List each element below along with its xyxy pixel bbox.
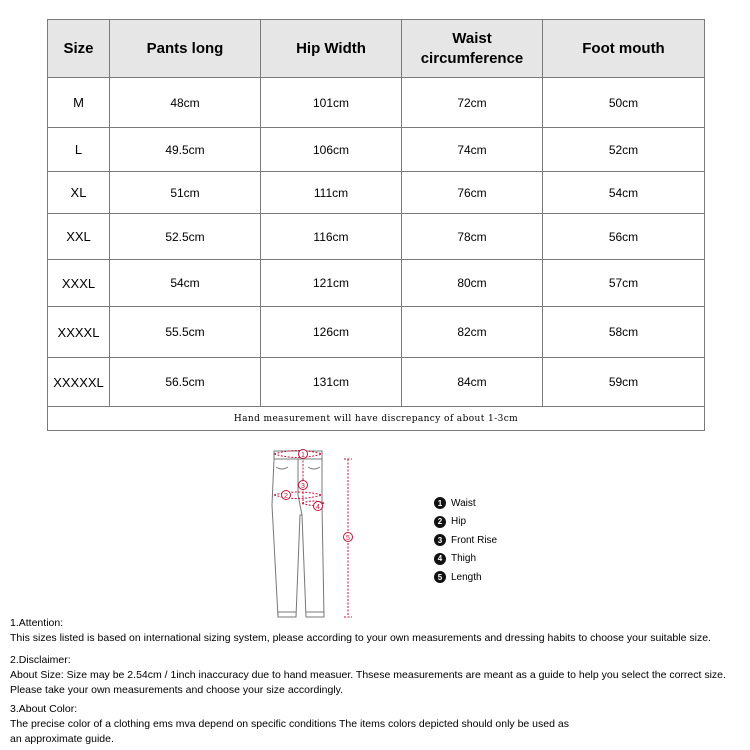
legend-item-thigh [434, 550, 497, 569]
measurement-note-row [48, 407, 705, 431]
pants-measurement-diagram [262, 445, 372, 623]
svg-text:3: 3 [301, 482, 305, 490]
waist-cell: 74cm [402, 128, 543, 172]
table-row [48, 214, 705, 260]
attention-note [10, 616, 750, 646]
table-row [48, 78, 705, 128]
hip-width-cell: 101cm [261, 78, 402, 128]
disclaimer-text-line-1: About Size: Size may be 2.54cm / 1inch inaccuracy due to hand measuer. Thsese measurements are meant as a guide to help you select the correct size. [10, 669, 726, 681]
legend-label: Length [451, 571, 482, 583]
header-pants-long: Pants long [110, 20, 261, 78]
foot-mouth-cell: 52cm [543, 128, 705, 172]
waist-cell: 78cm [402, 214, 543, 260]
foot-mouth-cell: 59cm [543, 358, 705, 407]
table-row [48, 260, 705, 307]
color-note [10, 702, 750, 747]
legend-item-hip [434, 513, 497, 532]
table-header-row [48, 20, 705, 78]
legend-label: Hip [451, 516, 467, 528]
hip-width-cell: 131cm [261, 358, 402, 407]
marker-front-rise [299, 481, 308, 490]
svg-text:1: 1 [301, 451, 305, 459]
table-row [48, 307, 705, 358]
size-cell: M [48, 78, 110, 128]
header-waist-label: Waist circumference [420, 29, 524, 67]
legend-label: Waist [451, 497, 476, 509]
foot-mouth-cell: 57cm [543, 260, 705, 307]
waist-cell: 80cm [402, 260, 543, 307]
header-foot-mouth: Foot mouth [543, 20, 705, 78]
size-chart-table [47, 19, 705, 431]
legend-item-waist [434, 494, 497, 513]
legend-item-length [434, 568, 497, 587]
color-text-line-2: an approximate guide. [10, 733, 114, 745]
legend-number-badge: 4 [434, 553, 446, 565]
disclaimer-note [10, 653, 750, 698]
legend-number-badge: 2 [434, 516, 446, 528]
marker-waist [299, 450, 308, 459]
disclaimer-title: 2.Disclaimer: [10, 654, 71, 666]
disclaimer-text-line-2: Please take your own measurements and choose your size accordingly. [10, 684, 344, 696]
hip-width-cell: 106cm [261, 128, 402, 172]
table-row [48, 172, 705, 214]
foot-mouth-cell: 50cm [543, 78, 705, 128]
pants-long-cell: 49.5cm [110, 128, 261, 172]
svg-text:5: 5 [346, 534, 350, 542]
waist-cell: 84cm [402, 358, 543, 407]
hip-width-cell: 121cm [261, 260, 402, 307]
legend-label: Front Rise [451, 534, 498, 546]
pants-outline [272, 451, 324, 617]
legend-number-badge: 3 [434, 534, 446, 546]
pants-long-cell: 56.5cm [110, 358, 261, 407]
measurement-note: Hand measurement will have discrepancy of about 1-3cm [48, 407, 705, 431]
legend-item-front-rise [434, 531, 497, 550]
waist-cell: 72cm [402, 78, 543, 128]
size-cell: XXXL [48, 260, 110, 307]
waist-cell: 82cm [402, 307, 543, 358]
legend-number-badge: 5 [434, 571, 446, 583]
pants-long-cell: 54cm [110, 260, 261, 307]
size-cell: XXL [48, 214, 110, 260]
pants-long-cell: 51cm [110, 172, 261, 214]
foot-mouth-cell: 54cm [543, 172, 705, 214]
waist-cell: 76cm [402, 172, 543, 214]
attention-text: This sizes listed is based on international sizing system, please according to your own measurements and dressing habits to choose your suitable size. [10, 632, 711, 644]
svg-text:2: 2 [284, 492, 288, 500]
marker-length [344, 533, 353, 542]
svg-text:4: 4 [316, 503, 320, 511]
header-size: Size [48, 20, 110, 78]
header-hip-width: Hip Width [261, 20, 402, 78]
size-cell: XXXXXL [48, 358, 110, 407]
size-cell: L [48, 128, 110, 172]
pants-long-cell: 52.5cm [110, 214, 261, 260]
table-row [48, 358, 705, 407]
hip-width-cell: 116cm [261, 214, 402, 260]
pants-long-cell: 55.5cm [110, 307, 261, 358]
size-cell: XXXXL [48, 307, 110, 358]
legend-label: Thigh [451, 553, 477, 565]
measure-lines [274, 451, 352, 618]
pants-long-cell: 48cm [110, 78, 261, 128]
header-waist-circumference [402, 20, 543, 78]
marker-hip [282, 491, 291, 500]
table-row [48, 128, 705, 172]
attention-title: 1.Attention: [10, 617, 64, 629]
legend-number-badge: 1 [434, 497, 446, 509]
size-cell: XL [48, 172, 110, 214]
color-text-line-1: The precise color of a clothing ems mva depend on specific conditions The items colors depicted should only be used as [10, 718, 569, 730]
color-title: 3.About Color: [10, 703, 78, 715]
hip-width-cell: 126cm [261, 307, 402, 358]
measurement-legend [434, 494, 497, 587]
foot-mouth-cell: 56cm [543, 214, 705, 260]
hip-width-cell: 111cm [261, 172, 402, 214]
foot-mouth-cell: 58cm [543, 307, 705, 358]
marker-thigh [314, 502, 323, 511]
